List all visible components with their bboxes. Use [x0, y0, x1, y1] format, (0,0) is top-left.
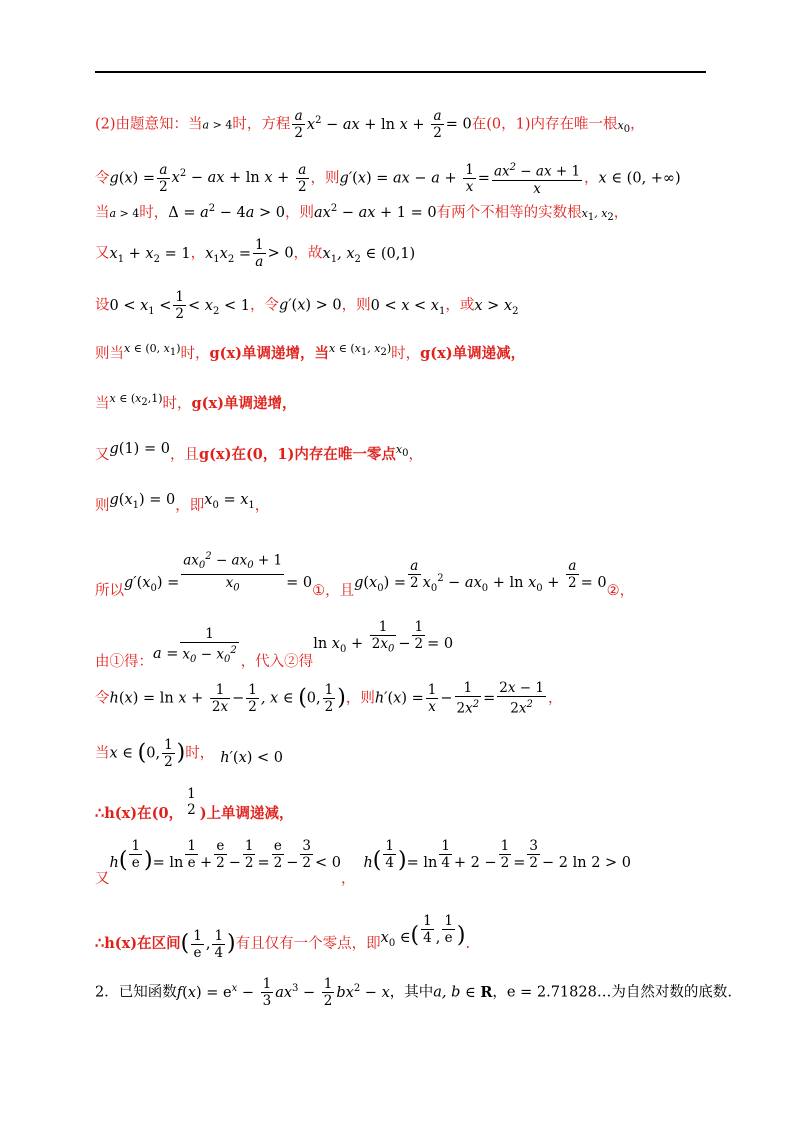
text-segment: 时， [180, 346, 210, 362]
solution-line-9: 则$g(x_1) = 0$，即$x_0 = x_1$， [95, 492, 270, 514]
text-segment: ， [584, 170, 599, 187]
text-segment: 所以 [95, 583, 124, 600]
text-segment: 设 [95, 297, 110, 314]
text-segment: ∴h(x)在区间 [95, 935, 181, 952]
text-segment: 当 [95, 204, 110, 221]
text-segment: ，即 [175, 498, 205, 514]
text-segment: 则当 [95, 346, 124, 362]
solution-line-16: ∴h(x)在区间( $\frac{1}{e}$ , $\frac{1}{4}$ )有且仅有一个零点，即$x_0$ ∈( $\frac{1}{4}$ , $\frac{1}{e}$ ). [95, 913, 471, 961]
text-segment: ①，且 [312, 583, 355, 600]
solution-line-8: 又g(1) = 0，且g(x)在(0，1)内存在唯一零点$^{x_0}$， [95, 441, 423, 463]
text-segment: g(x)在(0，1)内存在唯一零点 [198, 446, 396, 463]
text-segment: ， [547, 690, 563, 707]
text-segment: 则 [95, 498, 110, 514]
solution-line-1: (2)由题意知：当a > 4时，方程 $\frac{a}{2}$ $x^2$ − ax + ln x + $\frac{a}{2}$ = 0在(0，1)内存在唯一根$x_0$， [95, 108, 645, 141]
text-segment: ，则 [345, 690, 375, 707]
problem-2-statement: 2．已知函数$f(x) = e^x$ − $\frac{1}{3}$ $ax^3$ − $\frac{1}{2}$ $bx^2 - x$，其中a, b ∈ R，e = 2.71828…为自然对数的底数. [95, 976, 732, 1009]
text-segment: 又 [95, 447, 110, 463]
text-segment: 有两个不相等的实数根 [436, 204, 582, 221]
solution-line-5: 设$0 < x_1$ < $\frac{1}{2}$ < $x_2 < 1$，令g′(x) > 0，则$0 < x < x_1$，或$x > x_2$ [95, 289, 519, 322]
solution-line-14: ∴h(x)在(0， 1 2 )上单调递减， [95, 786, 294, 822]
text-segment: ，且 [169, 447, 199, 463]
formula: $\frac{a}{2}$ [294, 108, 303, 141]
text-segment: 当 [95, 745, 110, 762]
text-segment: g(x)单调递增， [191, 395, 297, 412]
text-segment: 为自然对数的底数. [611, 984, 732, 1001]
solution-line-7: 当$^{x \in (x_2,1)}$时，g(x)单调递增， [95, 392, 297, 412]
text-segment: 在(0，1)内存在唯一根 [471, 116, 618, 133]
text-segment: ，故 [293, 245, 323, 262]
text-segment: 2．已知函数 [95, 984, 177, 1001]
text-segment: ，或 [445, 297, 475, 314]
text-segment: ， [613, 204, 629, 221]
solution-line-11: 由①得：a = $\frac{1}{x_0 - x_0^2}$ ，代入②得$\ln x_0$ + $\frac{1}{2x_0}$ − $\frac{1}{2}$ = 0 [95, 619, 454, 670]
text-segment: ， [340, 871, 356, 887]
text-segment: ， [408, 447, 423, 463]
text-segment: ，其中 [389, 984, 434, 1001]
text-segment: ，令 [249, 297, 279, 314]
text-segment: 由①得： [95, 654, 153, 670]
text-segment: 又 [95, 245, 110, 262]
solution-line-3: 当a > 4时，$\Delta = a^2 - 4a > 0$，则$ax^2$ − ax + 1 = 0有两个不相等的实数根$x_1$, $x_2$， [95, 203, 629, 224]
text-segment: 令 [95, 170, 110, 187]
text-segment: ，则 [310, 170, 340, 187]
text-segment: 时， [162, 396, 192, 412]
text-segment: ， [190, 245, 206, 262]
solution-line-12: 令h(x) = ln x + $\frac{1}{2x}$ − $\frac{1}{2}$ , x ∈ (0, $\frac{1}{2}$ )，则h′(x) = $\frac{1}{x}$ − $\frac{1}{2x^2}$ = $\frac{2x - 1}{2x^2}$ ， [95, 680, 563, 717]
text-segment: ， [492, 984, 507, 1001]
text-segment: 时， [139, 204, 169, 221]
text-segment: g(x)单调递增，当 [209, 345, 330, 362]
text-segment: g(x)单调递减， [420, 345, 526, 362]
text-segment: ∴h(x)在(0， [95, 805, 184, 822]
text-segment: )上单调递减， [199, 805, 294, 822]
text-segment: ，则 [341, 297, 371, 314]
text-segment: 又 [95, 871, 110, 887]
solution-line-2: 令g(x) = $\frac{a}{2}$ $x^2$ − ax + ln x + $\frac{a}{2}$ ，则g′(x) = ax − a + $\frac{1}{x}$ = $\frac{ax^2 - ax + 1}{x}$ ，x ∈ (0, +∞) [95, 161, 681, 197]
text-segment: . [465, 936, 471, 952]
text-segment: 时， [185, 745, 215, 762]
text-segment: 令 [95, 690, 110, 707]
text-segment: 有且仅有一个零点，即 [235, 936, 381, 952]
solution-line-6: 则当$^{x \in (0, x_1)}$时，g(x)单调递增，当$^{x \in (x_1, x_2)}$时，g(x)单调递减， [95, 342, 526, 362]
text-segment: 时，方程 [232, 116, 291, 133]
text-segment: ， [254, 498, 270, 514]
text-segment: 时， [391, 346, 421, 362]
text-segment: 当 [95, 396, 110, 412]
solution-line-13: 当x ∈ (0, $\frac{1}{2}$ )时， h′(x) < 0 [95, 737, 284, 770]
solution-line-10: 所以$g'(x_0)$ = $\frac{ax_0^2 - ax_0 + 1}{x_0}$ = 0①，且$g(x_0)$ = $\frac{a}{2}$ $x_0^2 - ax_0 + \ln x_0$ + $\frac{a}{2}$ = 0②， [95, 551, 635, 600]
text-segment: ②， [606, 583, 635, 600]
header-rule [95, 71, 706, 73]
text-segment: (2)由题意知：当 [95, 116, 203, 133]
text-segment: ，则 [285, 204, 315, 221]
text-segment: ，代入②得 [240, 654, 314, 670]
solution-line-4: 又$x_1 + x_2 = 1$，$x_1x_2$ = $\frac{1}{a}$ > 0，故$x_1$, $x_2$ ∈ (0,1) [95, 237, 416, 270]
text-segment: ， [630, 116, 645, 133]
solution-line-15: 又h( $\frac{1}{e}$ )= ln $\frac{1}{e}$ + $\frac{e}{2}$ − $\frac{1}{2}$ = $\frac{e}{2}$ − $\frac{3}{2}$ < 0，h( $\frac{1}{4}$ )= ln $\frac{1}{4}$ + 2 − $\frac{1}{2}$ = $\frac{3}{2}$ − 2 ln 2 > 0 [95, 838, 632, 887]
